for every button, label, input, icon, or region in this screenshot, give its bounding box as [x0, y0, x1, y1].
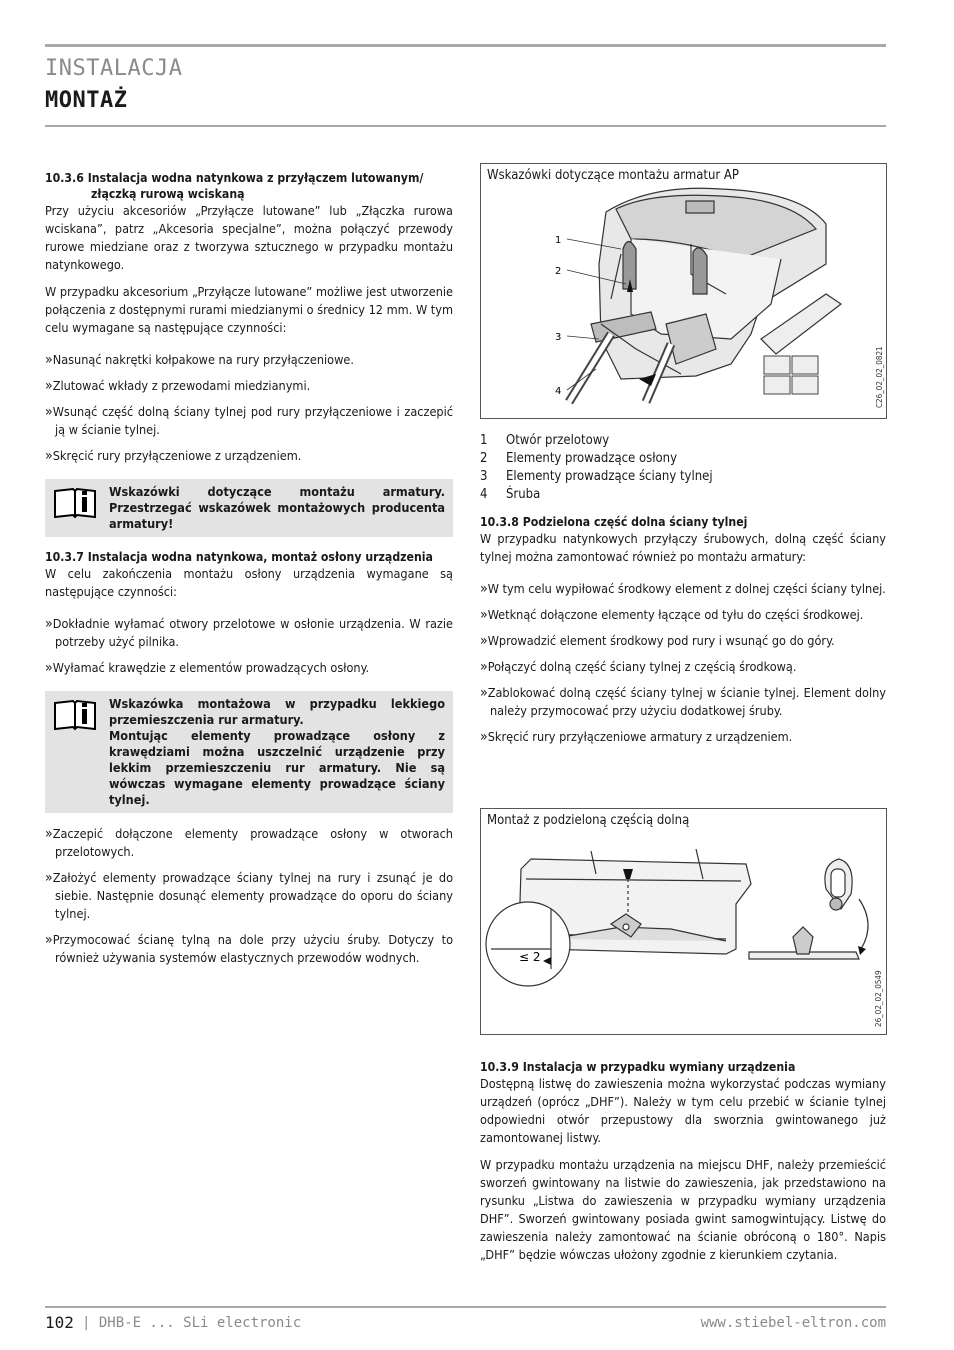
paragraph: W celu zakończenia montażu osłony urządzenia wymagane są następujące czynności:	[45, 566, 453, 599]
website-link[interactable]: www.stiebel-eltron.com	[700, 1315, 886, 1331]
header-top-rule	[45, 44, 886, 47]
heading-10-3-8: 10.3.8 Podzielona część dolna ściany tylnej	[480, 515, 748, 529]
info-book-icon	[53, 487, 97, 519]
figure-code: 26_02_02_0549	[874, 970, 883, 1027]
info-note: Wskazówka montażowa w przypadku lekkiego przemieszczenia rur armatury. Montując elementy prowadzące osłony z krawędziami można uszczelnić urządzenie przy lekkim przemieszczeniu rur armatury. Nie są wówczas wymagane elementy prowadzące ściany tylnej.	[45, 691, 453, 813]
list-item: »Wyłamać krawędzie z elementów prowadzących osłony.	[45, 660, 370, 676]
list-item: »W tym celu wypiłować środkowy element z dolnej części ściany tylnej.	[480, 581, 886, 597]
list-item: »Połączyć dolną część ściany tylnej z częścią środkową.	[480, 659, 797, 675]
subsection-title: MONTAŻ	[45, 88, 128, 113]
figure-legend	[480, 432, 880, 504]
list-item: »Zaczepić dołączone elementy prowadzące osłony w otworach przelotowych.	[45, 826, 453, 859]
heading-10-3-7: 10.3.7 Instalacja wodna natynkowa, montaż osłony urządzenia	[45, 550, 433, 564]
figure-title: Montaż z podzieloną częścią dolną	[487, 813, 690, 828]
heading-10-3-9: 10.3.9 Instalacja w przypadku wymiany urządzenia	[480, 1060, 796, 1074]
list-item: »Wetknąć dołączone elementy łączące od tyłu do części środkowej.	[480, 607, 864, 623]
figure-armatury	[480, 163, 887, 419]
legend-item: 4 Śruba	[480, 487, 541, 502]
callout-1: 1	[555, 235, 562, 246]
legend-item: 3 Elementy prowadzące ściany tylnej	[480, 469, 713, 484]
callout-2: 2	[555, 266, 562, 277]
section-title: INSTALACJA	[45, 56, 183, 81]
armatury-illustration	[481, 164, 886, 418]
document-name: | DHB-E ... SLi electronic	[82, 1315, 302, 1331]
list-item: »Skręcić rury przyłączeniowe armatury z urządzeniem.	[480, 729, 793, 745]
list-item: »Nasunąć nakrętki kołpakowe na rury przyłączeniowe.	[45, 352, 354, 368]
right-column-section-10-3-9	[480, 1059, 886, 1273]
paragraph: W przypadku montażu urządzenia na miejscu DHF, należy przemieścić sworzeń gwintowany na listwie do zawieszenia, jak przedstawiono na rysunku „Listwa do zawieszenia w przypadku wymiany urządzenia DHF”. Sworzeń gwintowany posiada gwint samogwintujący. Listwę do zawieszenia należy zamontować na ścianie obróconą o 180°. Napis „DHF” będzie wówczas ułożony zgodnie z kierunkiem czytania.	[480, 1157, 886, 1262]
paragraph: Dostępną listwę do zawieszenia można wykorzystać podczas wymiany urządzeń (oprócz „DHF”). Należy w tym celu przebić w ścianie tylnej odpowiedni otwór przepustowy dla sworznia gwintowanego już zamontowanej listwy.	[480, 1076, 886, 1145]
list-item: »Założyć elementy prowadzące ściany tylnej na rury i zsunąć je do siebie. Następnie dosunąć elementy prowadzące do oporu do ściany tylnej.	[45, 870, 453, 921]
info-book-icon	[53, 699, 97, 731]
figure-code: C26_02_02_0821	[875, 346, 884, 408]
list-item: »Wsunąć część dolną ściany tylnej pod rury przyłączeniowe i zaczepić ją w ścianie tylnej.	[45, 404, 453, 437]
info-note: Wskazówki dotyczące montażu armatury. Przestrzegać wskazówek montażowych producenta armatury!	[45, 479, 453, 537]
paragraph: W przypadku akcesorium „Przyłącze lutowane” możliwe jest utworzenie połączenia z dostępnymi rurami miedzianymi o średnicy 12 mm. W tym celu wymagane są następujące czynności:	[45, 284, 453, 335]
list-item: »Zlutować wkłady z przewodami miedzianymi.	[45, 378, 311, 394]
page-number: 102	[45, 1313, 74, 1332]
footer-rule	[45, 1306, 886, 1308]
dimension-label: ≤ 2	[519, 950, 541, 964]
list-item: »Zablokować dolną część ściany tylnej w ścianie tylnej. Element dolny należy przymocować przy użyciu dodatkowej śruby.	[480, 685, 886, 718]
left-column	[45, 170, 453, 975]
figure-title: Wskazówki dotyczące montażu armatur AP	[487, 168, 739, 183]
callout-3: 3	[555, 332, 562, 343]
heading-10-3-6: 10.3.6 Instalacja wodna natynkowa z przyłączem lutowanym/ złączką rurową wciskaną	[45, 171, 424, 201]
legend-item: 2 Elementy prowadzące osłony	[480, 451, 678, 466]
right-column-section-10-3-8	[480, 514, 886, 754]
callout-4: 4	[555, 386, 562, 397]
list-item: »Dokładnie wyłamać otwory przelotowe w osłonie urządzenia. W razie potrzeby użyć pilnika.	[45, 616, 453, 649]
header-bottom-rule	[45, 125, 886, 127]
paragraph: Przy użyciu akcesoriów „Przyłącze lutowane” lub „Złączka rurowa wciskana”, patrz „Akcesoria specjalne”, można połączyć przewody rurowe miedziane oraz z tworzywa sztucznego w przypadku montażu natynkowego.	[45, 203, 453, 272]
legend-item: 1 Otwór przelotowy	[480, 433, 610, 448]
paragraph: W przypadku natynkowych przyłączy śrubowych, dolną część ściany tylnej można zamontować również po montażu armatury:	[480, 531, 886, 564]
list-item: »Przymocować ścianę tylną na dole przy użyciu śruby. Dotyczy to również używania systemów elastycznych przewodów wodnych.	[45, 932, 453, 965]
podzielona-illustration	[481, 809, 886, 1034]
list-item: »Wprowadzić element środkowy pod rury i wsunąć go do góry.	[480, 633, 835, 649]
list-item: »Skręcić rury przyłączeniowe z urządzeniem.	[45, 448, 302, 464]
figure-podzielona	[480, 808, 887, 1035]
